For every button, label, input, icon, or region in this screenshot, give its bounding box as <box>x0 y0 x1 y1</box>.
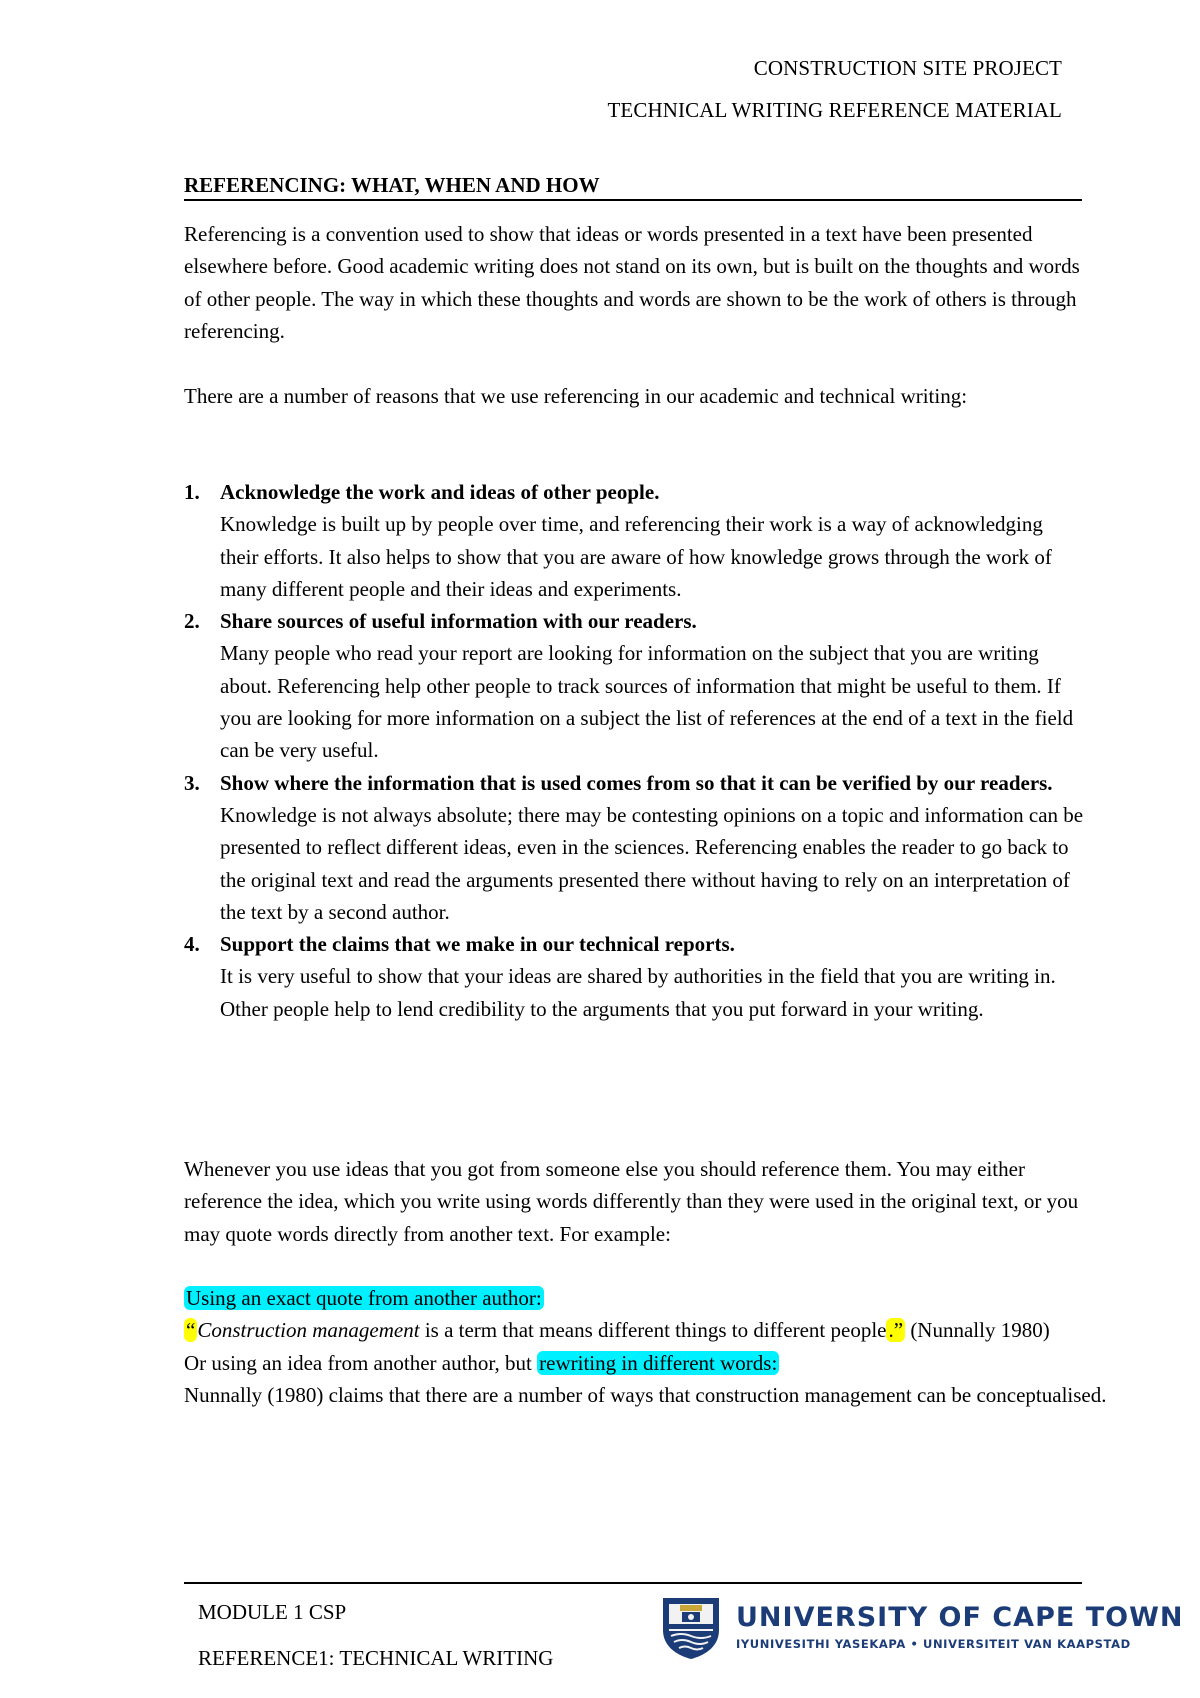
list-item-title: Share sources of useful information with our readers. <box>220 609 697 634</box>
open-quote-mark: “ <box>186 1318 196 1343</box>
header-line-1: CONSTRUCTION SITE PROJECT <box>753 56 1062 80</box>
logo-title: UNIVERSITY OF CAPE TOWN <box>736 1602 1184 1633</box>
paraphrase-intro: Or using an idea from another author, but <box>184 1350 538 1375</box>
crest-icon <box>660 1596 722 1660</box>
list-item-description: Knowledge is not always absolute; there may be contesting opinions on a topic and information can be presented to reflect different ideas, even in the sciences. Referencing enables the reader to go back to the original text and read the arguments presented there without having to rely on an interpretation of the text by a second author. <box>220 802 1084 924</box>
close-quote-mark: .” <box>888 1318 904 1343</box>
list-item-description: Many people who read your report are looking for information on the subject that you are writing about. Referencing help other people to track sources of information that might be useful to them. If you are looking for more information on a subject the list of references at the end of a text in the field can be very useful. <box>220 641 1074 763</box>
intro-paragraph: Referencing is a convention used to show that ideas or words presented in a text have been presented elsewhere before. Good academic writing does not stand on its own, but is built on the thoughts and words of other people. The way in which these thoughts and words are shown to be the work of others is through referencing. <box>184 222 1080 343</box>
footer-divider <box>184 1582 1082 1584</box>
paraphrase-example: Nunnally (1980) claims that there are a number of ways that construction management can be conceptualised. <box>184 1382 1107 1407</box>
list-number: 2. <box>184 609 200 634</box>
paraphrase-example-label-line <box>184 1347 1124 1379</box>
header-line-2: TECHNICAL WRITING REFERENCE MATERIAL <box>607 98 1062 122</box>
list-item-title: Acknowledge the work and ideas of other people. <box>220 480 660 504</box>
footer-reference: REFERENCE1: TECHNICAL WRITING <box>198 1646 554 1670</box>
list-item <box>184 928 1084 1025</box>
section-heading: REFERENCING: WHAT, WHEN AND HOW <box>184 173 1082 201</box>
quote-example-label-line <box>184 1282 1124 1314</box>
list-number: 4. <box>184 932 200 957</box>
list-number: 1. <box>184 480 200 504</box>
list-item-title: Support the claims that we make in our technical reports. <box>220 932 735 957</box>
list-item <box>184 476 1084 605</box>
university-logo <box>660 1596 1184 1660</box>
examples-block <box>184 1282 1124 1411</box>
logo-subtitle: IYUNIVESITHI YASEKAPA • UNIVERSITEIT VAN KAAPSTAD <box>736 1637 1131 1651</box>
quote-example <box>184 1314 1124 1346</box>
list-item-title: Show where the information that is used comes from so that it can be verified by our readers. <box>220 770 1053 795</box>
whenever-paragraph: Whenever you use ideas that you got from someone else you should reference them. You may either reference the idea, which you write using words differently than they were used in the original text, or you may quote words directly from another text. For example: <box>184 1157 1079 1246</box>
quote-italic-term: Construction management <box>197 1318 420 1343</box>
reasons-intro-paragraph: There are a number of reasons that we use referencing in our academic and technical writing: <box>184 384 968 408</box>
list-item-description: Knowledge is built up by people over time, and referencing their work is a way of acknowledging their efforts. It also helps to show that you are aware of how knowledge grows through the work of many different people and their ideas and experiments. <box>220 512 1052 601</box>
reasons-list <box>184 476 1084 1025</box>
quote-citation: (Nunnally 1980) <box>905 1318 1050 1343</box>
list-number: 3. <box>184 770 200 795</box>
list-item <box>184 605 1084 766</box>
list-item-description: It is very useful to show that your ideas are shared by authorities in the field that you are writing in. Other people help to lend credibility to the arguments that you put forward in your writing. <box>220 964 1056 1021</box>
footer-module: MODULE 1 CSP <box>198 1600 347 1624</box>
quote-text: is a term that means different things to different people <box>419 1318 887 1343</box>
paraphrase-label: rewriting in different words: <box>539 1350 778 1375</box>
quote-example-label: Using an exact quote from another author: <box>186 1286 542 1310</box>
list-item <box>184 767 1084 928</box>
